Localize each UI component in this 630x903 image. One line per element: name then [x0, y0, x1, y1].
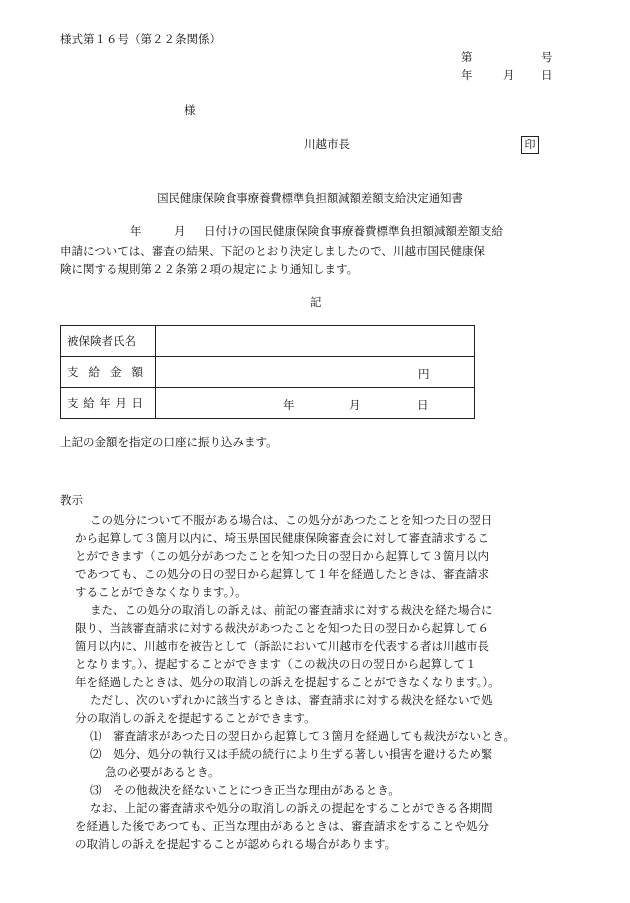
notice-line: の取消しの訴えを提起することが認められる場合があります。	[75, 837, 397, 851]
issue-date-month: 月	[503, 68, 515, 82]
table-row	[61, 326, 475, 357]
table-row	[61, 357, 475, 388]
amount-label-char: 支	[67, 365, 79, 379]
insured-name-label: 被保険者氏名	[61, 326, 156, 357]
addressee-honorific: 様	[184, 103, 196, 117]
issue-date-day: 日	[541, 68, 553, 82]
date-label-char: 日	[131, 396, 143, 410]
payment-date-day: 日	[417, 398, 429, 412]
amount-label-char: 額	[131, 365, 143, 379]
date-label-char: 年	[99, 396, 111, 410]
ki-heading: 記	[310, 295, 322, 309]
amount-field[interactable]	[156, 357, 475, 388]
amount-label	[61, 357, 156, 388]
insured-name-field[interactable]	[156, 326, 475, 357]
document-number-suffix: 号	[541, 50, 553, 64]
issuer-title: 川越市長	[304, 137, 350, 151]
document-number-label: 第	[461, 50, 473, 64]
payment-date-month: 月	[349, 398, 361, 412]
date-label-char: 給	[83, 396, 95, 410]
notice-line: から起算して３箇月以内に、埼玉県国民健康保険審査会に対して審査請求するこ	[75, 531, 489, 545]
notice-line: ただし、次のいずれかに該当するときは、審査請求に対する裁決を経ないで処	[90, 693, 493, 707]
amount-unit: 円	[418, 367, 430, 381]
notice-line: ⑵ 処分、処分の執行又は手続の続行により生ずる著しい損害を避けるため緊	[90, 747, 493, 761]
notice-line: この処分について不服がある場合は、この処分があつたことを知つた日の翌日	[90, 513, 493, 527]
document-title: 国民健康保険食事療養費標準負担額減額差額支給決定通知書	[157, 191, 463, 205]
intro-text-1: 日付けの国民健康保険食事療養費標準負担額減額差額支給	[204, 224, 503, 238]
amount-label-char: 給	[88, 365, 100, 379]
notice-line: とができます（この処分があつたことを知つた日の翌日から起算して３箇月以内	[75, 549, 489, 563]
notice-line: 限り、当該審査請求に対する裁決があつたことを知つた日の翌日から起算して６	[75, 621, 489, 635]
issue-date-year: 年	[461, 68, 473, 82]
intro-line-3: 険に関する規則第２２条第２項の規定により通知します。	[60, 262, 359, 276]
amount-label-char: 金	[110, 365, 122, 379]
date-label-char: 月	[115, 396, 127, 410]
intro-year: 年	[130, 224, 142, 238]
notice-line: となります。）、提起することができます（この裁決の日の翌日から起算して１	[75, 657, 477, 671]
notice-line: であつても、この処分の日の翌日から起算して１年を経過したときは、審査請求	[75, 567, 489, 581]
notice-heading: 教示	[60, 493, 83, 507]
seal-mark: 印	[521, 136, 539, 154]
table-row	[61, 388, 475, 419]
payment-date-label	[61, 388, 156, 419]
notice-line: することができなくなります。）。	[75, 585, 247, 599]
payment-date-field[interactable]	[156, 388, 475, 419]
payment-table	[60, 325, 475, 419]
notice-line: 年を経過したときは、処分の取消しの訴えを提起することができなくなります。）。	[75, 675, 500, 689]
payment-date-year: 年	[283, 398, 295, 412]
notice-line: 箇月以内に、川越市を被告として（訴訟において川越市を代表する者は川越市長	[75, 639, 489, 653]
intro-month: 月	[174, 224, 186, 238]
date-label-char: 支	[67, 396, 79, 410]
notice-line: ⑴ 審査請求があつた日の翌日から起算して３箇月を経過しても裁決がないとき。	[90, 729, 516, 743]
notice-line: 分の取消しの訴えを提起することができます。	[75, 711, 316, 725]
notice-line: 急の必要があるとき。	[105, 765, 220, 779]
form-number: 様式第１６号（第２２条関係）	[60, 32, 221, 46]
notice-line: を経過した後であつても、正当な理由があるときは、審査請求をすることや処分	[75, 819, 489, 833]
notice-line: ⑶ その他裁決を経ないことにつき正当な理由があるとき。	[90, 783, 400, 797]
notice-line: なお、上記の審査請求や処分の取消しの訴えの提起をすることができる各期間	[90, 801, 493, 815]
notice-line: また、この処分の取消しの訴えは、前記の審査請求に対する裁決を経た場合に	[90, 603, 493, 617]
transfer-note: 上記の金額を指定の口座に振り込みます。	[60, 435, 278, 449]
intro-line-2: 申請については、審査の結果、下記のとおり決定しましたので、川越市国民健康保	[60, 244, 486, 258]
